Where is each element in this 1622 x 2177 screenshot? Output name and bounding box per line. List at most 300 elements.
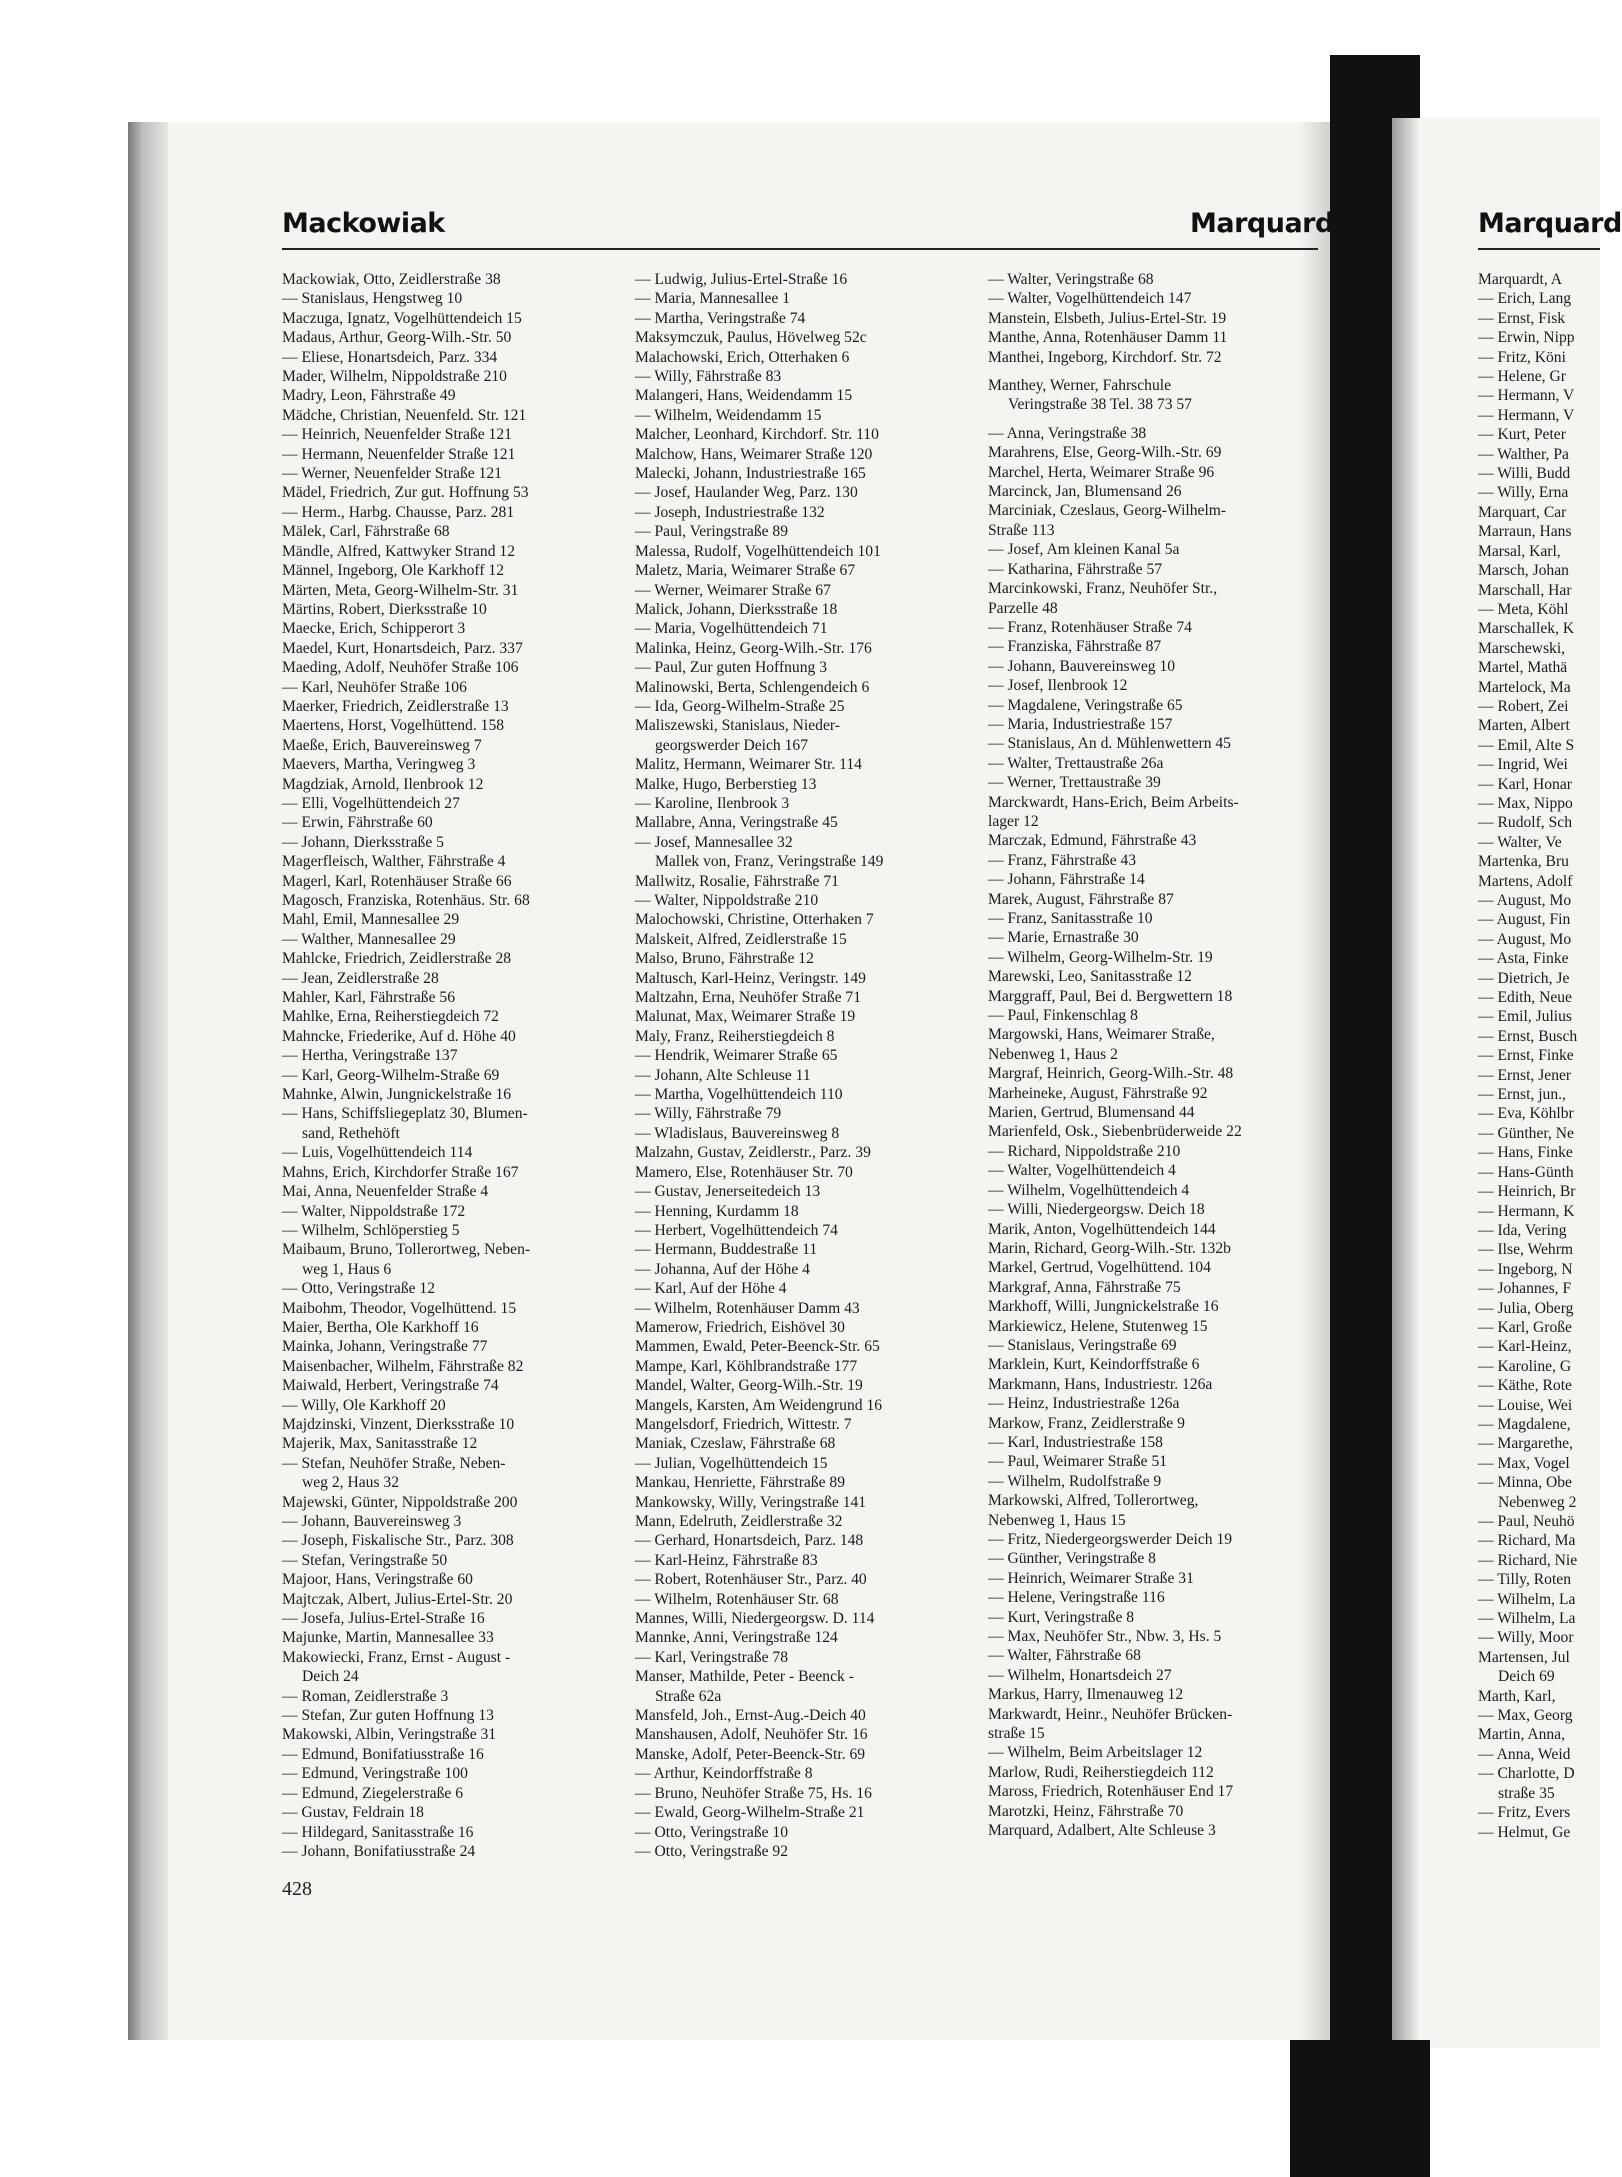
- directory-entry: Marin, Richard, Georg-Wilh.-Str. 132b: [988, 1239, 1231, 1257]
- directory-entry: — Helmut, Ge: [1478, 1823, 1571, 1841]
- directory-entry: — Gerhard, Honartsdeich, Parz. 148: [635, 1532, 864, 1550]
- directory-entry: — Maria, Industriestraße 157: [988, 715, 1173, 733]
- directory-entry: Mader, Wilhelm, Nippoldstraße 210: [282, 368, 507, 386]
- directory-entry: Malick, Johann, Dierksstraße 18: [635, 600, 838, 618]
- directory-entry: — Erwin, Fährstraße 60: [282, 814, 433, 832]
- directory-entry: — Johann, Fährstraße 14: [988, 871, 1145, 889]
- directory-entry: Maksymczuk, Paulus, Hövelweg 52c: [635, 329, 867, 347]
- directory-entry: — Wilhelm, Rudolfstraße 9: [988, 1472, 1162, 1490]
- directory-entry: Marten, Albert: [1478, 717, 1570, 735]
- directory-entry: — Willy, Erna: [1478, 484, 1569, 502]
- directory-entry: Maier, Bertha, Ole Karkhoff 16: [282, 1318, 479, 1336]
- directory-entry: Mannes, Willi, Niedergeorgsw. D. 114: [635, 1610, 875, 1628]
- directory-entry: — Johann, Bonifatiusstraße 24: [282, 1842, 476, 1860]
- directory-entry: Majoor, Hans, Veringstraße 60: [282, 1571, 473, 1589]
- directory-entry: Malchow, Hans, Weimarer Straße 120: [635, 445, 873, 463]
- directory-entry: Maczuga, Ignatz, Vogelhüttendeich 15: [282, 309, 522, 327]
- directory-entry: Malunat, Max, Weimarer Straße 19: [635, 1008, 856, 1026]
- directory-entry: Marek, August, Fährstraße 87: [988, 890, 1174, 908]
- directory-entry: — Hans, Finke: [1478, 1144, 1573, 1162]
- directory-entry: Maertens, Horst, Vogelhüttend. 158: [282, 717, 505, 735]
- directory-entry: Markowski, Alfred, Tollerortweg,: [988, 1492, 1199, 1510]
- directory-entry: — Stefan, Neuhöfer Straße, Neben-: [282, 1454, 506, 1472]
- directory-column-1: [282, 270, 612, 1861]
- directory-entry: — Johann, Dierksstraße 5: [282, 833, 444, 851]
- directory-entry: — Stanislaus, Hengstweg 10: [282, 290, 463, 308]
- directory-entry: — Johann, Bauvereinsweg 3: [282, 1513, 462, 1530]
- directory-entry: — Luis, Vogelhüttendeich 114: [282, 1144, 473, 1162]
- directory-entry: — Franz, Rotenhäuser Straße 74: [988, 618, 1192, 636]
- directory-entry: Malzahn, Gustav, Zeidlerstr., Parz. 39: [635, 1144, 871, 1162]
- directory-entry: — Max, Nippo: [1478, 794, 1573, 812]
- directory-entry: — Wilhelm, Rotenhäuser Str. 68: [635, 1590, 839, 1608]
- directory-entry: Manske, Adolf, Peter-Beenck-Str. 69: [635, 1745, 866, 1763]
- directory-entry: — Martha, Veringstraße 74: [635, 309, 806, 327]
- directory-entry: Mädel, Friedrich, Zur gut. Hoffnung 53: [282, 484, 529, 502]
- directory-entry: — Wilhelm, Beim Arbeitslager 12: [988, 1744, 1203, 1762]
- directory-entry: — Roman, Zeidlerstraße 3: [282, 1687, 449, 1705]
- directory-entry: — Johann, Alte Schleuse 11: [635, 1066, 811, 1084]
- directory-entry: Nebenweg 2: [1498, 1493, 1577, 1511]
- directory-entry: Markhoff, Willi, Jungnickelstraße 16: [988, 1298, 1219, 1316]
- directory-entry: Magosch, Franziska, Rotenhäus. Str. 68: [282, 892, 530, 909]
- directory-entry: Märtins, Robert, Dierksstraße 10: [282, 600, 487, 618]
- directory-entry: Malcher, Leonhard, Kirchdorf. Str. 110: [635, 426, 879, 444]
- directory-entry: straße 35: [1498, 1784, 1555, 1802]
- directory-entry: — Erich, Lang: [1478, 290, 1572, 308]
- directory-entry: Markgraf, Anna, Fährstraße 75: [988, 1278, 1181, 1296]
- directory-entry: — Minna, Obe: [1478, 1474, 1572, 1492]
- directory-entry: — Fritz, Köni: [1478, 348, 1566, 366]
- directory-entry: Marckwardt, Hans-Erich, Beim Arbeits-: [988, 793, 1239, 811]
- directory-entry: — Paul, Neuhö: [1478, 1513, 1575, 1530]
- directory-entry: — Julia, Oberg: [1478, 1299, 1574, 1317]
- directory-entry: — Wilhelm, Rotenhäuser Damm 43: [635, 1299, 860, 1317]
- directory-entry: sand, Rethehöft: [302, 1124, 400, 1142]
- directory-entry: Markiewicz, Helene, Stutenweg 15: [988, 1317, 1208, 1335]
- directory-entry: Marschall, Har: [1478, 581, 1572, 599]
- directory-entry: Mälek, Carl, Fährstraße 68: [282, 523, 450, 541]
- directory-entry: Marewski, Leo, Sanitasstraße 12: [988, 968, 1192, 986]
- directory-entry: Marquardt, A: [1478, 271, 1563, 288]
- directory-entry: Mamero, Else, Rotenhäuser Str. 70: [635, 1163, 853, 1181]
- directory-entry: — Richard, Ma: [1478, 1532, 1576, 1550]
- directory-entry: Malessa, Rudolf, Vogelhüttendeich 101: [635, 542, 881, 560]
- directory-entry: — Otto, Veringstraße 92: [635, 1842, 789, 1860]
- directory-entry: Martens, Adolf: [1478, 872, 1573, 890]
- directory-column-next-page: [1478, 270, 1600, 1842]
- directory-entry: — Stanislaus, Veringstraße 69: [988, 1336, 1177, 1354]
- directory-entry: Marchel, Herta, Weimarer Straße 96: [988, 463, 1215, 481]
- directory-entry: georgswerder Deich 167: [655, 736, 808, 754]
- directory-entry: Marsch, Johan: [1478, 562, 1569, 580]
- directory-entry: Majerik, Max, Sanitasstraße 12: [282, 1435, 478, 1453]
- directory-entry: Marth, Karl,: [1478, 1687, 1556, 1705]
- directory-entry: — Karl, Georg-Wilhelm-Straße 69: [282, 1066, 500, 1084]
- directory-entry: Maltusch, Karl-Heinz, Veringstr. 149: [635, 969, 866, 987]
- directory-entry: — Max, Georg: [1478, 1707, 1573, 1725]
- directory-entry: — Edmund, Veringstraße 100: [282, 1765, 468, 1783]
- right-page-fold: [1392, 118, 1420, 2048]
- directory-entry: — Walter, Ve: [1478, 833, 1562, 851]
- directory-entry: Manser, Mathilde, Peter - Beenck -: [635, 1668, 854, 1686]
- directory-entry: — Emil, Alte S: [1478, 736, 1575, 754]
- directory-entry: — Fritz, Evers: [1478, 1804, 1571, 1822]
- directory-entry: Magdziak, Arnold, Ilenbrook 12: [282, 775, 484, 793]
- running-header-right: Marquard: [1190, 208, 1334, 239]
- directory-entry: — Ilse, Wehrm: [1478, 1241, 1574, 1259]
- directory-entry: Marahrens, Else, Georg-Wilh.-Str. 69: [988, 444, 1222, 462]
- directory-entry: — Hendrik, Weimarer Straße 65: [635, 1047, 838, 1065]
- directory-entry: — Johann, Bauvereinsweg 10: [988, 657, 1176, 675]
- directory-entry: Maiwald, Herbert, Veringstraße 74: [282, 1377, 499, 1395]
- directory-entry: — Otto, Veringstraße 10: [635, 1823, 789, 1841]
- directory-entry: — Käthe, Rote: [1478, 1377, 1572, 1395]
- directory-entry: — Hertha, Veringstraße 137: [282, 1047, 458, 1065]
- directory-entry: Magerl, Karl, Rotenhäuser Straße 66: [282, 872, 512, 890]
- directory-entry: Straße 62a: [655, 1687, 722, 1705]
- directory-entry: — Günther, Veringstraße 8: [988, 1550, 1156, 1568]
- directory-entry: Mallwitz, Rosalie, Fährstraße 71: [635, 872, 839, 890]
- directory-entry: Malskeit, Alfred, Zeidlerstraße 15: [635, 930, 847, 948]
- directory-entry: — Max, Vogel: [1478, 1454, 1570, 1472]
- directory-entry: — Hermann, V: [1478, 387, 1575, 405]
- directory-entry: — Josef, Am kleinen Kanal 5a: [988, 541, 1180, 559]
- directory-entry: Maisenbacher, Wilhelm, Fährstraße 82: [282, 1357, 524, 1375]
- directory-entry: Maevers, Martha, Veringweg 3: [282, 756, 476, 774]
- directory-entry: Maletz, Maria, Weimarer Straße 67: [635, 562, 856, 580]
- directory-entry: Mackowiak, Otto, Zeidlerstraße 38: [282, 271, 501, 288]
- directory-entry: Marquart, Car: [1478, 503, 1567, 521]
- directory-entry: Deich 24: [302, 1668, 359, 1686]
- directory-entry: — Walter, Vogelhüttendeich 4: [988, 1162, 1176, 1180]
- directory-entry: — Karl, Auf der Höhe 4: [635, 1280, 787, 1298]
- directory-entry: — Meta, Köhl: [1478, 600, 1569, 618]
- directory-entry: Marienfeld, Osk., Siebenbrüderweide 22: [988, 1123, 1242, 1141]
- directory-entry: — Eva, Köhlbr: [1478, 1105, 1574, 1123]
- directory-entry: — Heinz, Industriestraße 126a: [988, 1395, 1180, 1413]
- directory-entry: Mainka, Johann, Veringstraße 77: [282, 1338, 488, 1356]
- directory-entry: — Josefa, Julius-Ertel-Straße 16: [282, 1610, 485, 1628]
- directory-entry: — Tilly, Roten: [1478, 1571, 1572, 1589]
- directory-entry: — Josef, Mannesallee 32: [635, 833, 793, 851]
- directory-entry: Marlow, Rudi, Reiherstiegdeich 112: [988, 1763, 1214, 1781]
- directory-entry: Straße 113: [988, 521, 1055, 539]
- directory-entry: Mahncke, Friederike, Auf d. Höhe 40: [282, 1027, 516, 1045]
- directory-entry: — Wilhelm, Honartsdeich 27: [988, 1666, 1172, 1684]
- directory-column-2: [635, 270, 965, 1861]
- directory-entry: Markow, Franz, Zeidlerstraße 9: [988, 1414, 1185, 1432]
- directory-entry: Manthei, Ingeborg, Kirchdorf. Str. 72: [988, 348, 1222, 366]
- directory-entry: — August, Fin: [1478, 911, 1571, 929]
- directory-entry: Marsal, Karl,: [1478, 542, 1561, 560]
- directory-entry: — Edmund, Bonifatiusstraße 16: [282, 1745, 484, 1763]
- directory-entry: — Ernst, jun.,: [1478, 1086, 1566, 1104]
- directory-entry: Marquard, Adalbert, Alte Schleuse 3: [988, 1822, 1216, 1840]
- directory-entry: Nebenweg 1, Haus 15: [988, 1511, 1126, 1529]
- directory-entry: — Ingeborg, N: [1478, 1260, 1573, 1278]
- directory-entry: lager 12: [988, 812, 1039, 830]
- directory-entry: Malachowski, Erich, Otterhaken 6: [635, 348, 850, 366]
- directory-entry: — Max, Neuhöfer Str., Nbw. 3, Hs. 5: [988, 1628, 1222, 1646]
- directory-entry: Maibohm, Theodor, Vogelhüttend. 15: [282, 1299, 517, 1317]
- directory-entry: — Karoline, Ilenbrook 3: [635, 794, 790, 812]
- directory-entry: Madry, Leon, Fährstraße 49: [282, 387, 456, 405]
- directory-entry: — Ewald, Georg-Wilhelm-Straße 21: [635, 1804, 865, 1822]
- directory-entry: — Willi, Budd: [1478, 465, 1571, 483]
- directory-entry: Mansfeld, Joh., Ernst-Aug.-Deich 40: [635, 1707, 866, 1725]
- directory-entry: — Walter, Vogelhüttendeich 147: [988, 290, 1192, 308]
- directory-entry: — Paul, Veringstraße 89: [635, 523, 789, 541]
- directory-entry: — Heinrich, Neuenfelder Straße 121: [282, 426, 512, 444]
- directory-entry: — Willy, Fährstraße 83: [635, 368, 782, 386]
- directory-entry: — Louise, Wei: [1478, 1396, 1573, 1414]
- directory-entry: Märten, Meta, Georg-Wilhelm-Str. 31: [282, 581, 519, 599]
- directory-entry: — Johanna, Auf der Höhe 4: [635, 1260, 810, 1278]
- directory-entry: Maltzahn, Erna, Neuhöfer Straße 71: [635, 989, 862, 1007]
- directory-entry: — Ernst, Fisk: [1478, 309, 1566, 327]
- directory-entry: Maedel, Kurt, Honartsdeich, Parz. 337: [282, 639, 523, 657]
- directory-entry: Marien, Gertrud, Blumensand 44: [988, 1104, 1195, 1122]
- directory-entry: — Wilhelm, La: [1478, 1610, 1576, 1628]
- directory-entry: — Wilhelm, Georg-Wilhelm-Str. 19: [988, 948, 1213, 966]
- directory-entry: — Willy, Moor: [1478, 1629, 1574, 1647]
- directory-entry: — Wilhelm, La: [1478, 1590, 1576, 1608]
- directory-entry: — Willy, Ole Karkhoff 20: [282, 1396, 446, 1414]
- directory-entry: — Bruno, Neuhöfer Straße 75, Hs. 16: [635, 1784, 872, 1802]
- directory-entry: Maly, Franz, Reiherstiegdeich 8: [635, 1027, 835, 1045]
- directory-entry: — Julian, Vogelhüttendeich 15: [635, 1454, 828, 1472]
- directory-entry: — Joseph, Fiskalische Str., Parz. 308: [282, 1532, 514, 1550]
- directory-entry: — Stefan, Veringstraße 50: [282, 1551, 448, 1569]
- directory-entry: — Karoline, G: [1478, 1357, 1572, 1375]
- directory-entry: Mangels, Karsten, Am Weidengrund 16: [635, 1396, 883, 1414]
- directory-entry: — Hans-Günth: [1478, 1163, 1574, 1181]
- directory-entry: Parzelle 48: [988, 599, 1058, 617]
- directory-entry: Malecki, Johann, Industriestraße 165: [635, 465, 866, 483]
- directory-entry: Männel, Ingeborg, Ole Karkhoff 12: [282, 562, 505, 580]
- directory-entry: — Wilhelm, Weidendamm 15: [635, 406, 822, 424]
- directory-entry: Maecke, Erich, Schipperort 3: [282, 620, 466, 638]
- directory-entry: Mädche, Christian, Neuenfeld. Str. 121: [282, 406, 527, 424]
- directory-entry: Marklein, Kurt, Keindorffstraße 6: [988, 1356, 1200, 1374]
- directory-entry: Mahlcke, Friedrich, Zeidlerstraße 28: [282, 950, 512, 968]
- directory-entry: — Robert, Rotenhäuser Str., Parz. 40: [635, 1571, 867, 1589]
- directory-entry: Markmann, Hans, Industriestr. 126a: [988, 1375, 1213, 1393]
- directory-entry: — Karl-Heinz,: [1478, 1338, 1572, 1356]
- directory-entry: Malinka, Heinz, Georg-Wilh.-Str. 176: [635, 639, 872, 657]
- directory-entry: — Hermann, Neuenfelder Straße 121: [282, 445, 516, 463]
- directory-entry: Marggraff, Paul, Bei d. Bergwettern 18: [988, 987, 1233, 1005]
- directory-entry: — Karl, Neuhöfer Straße 106: [282, 678, 467, 696]
- directory-entry: — Gustav, Feldrain 18: [282, 1804, 424, 1822]
- directory-entry: — Hermann, Buddestraße 11: [635, 1241, 818, 1259]
- directory-entry: — Anna, Veringstraße 38: [988, 424, 1147, 442]
- directory-entry: Maibaum, Bruno, Tollerortweg, Neben-: [282, 1241, 531, 1259]
- directory-entry: Madaus, Arthur, Georg-Wilh.-Str. 50: [282, 329, 512, 347]
- directory-entry: — Werner, Neuenfelder Straße 121: [282, 465, 502, 483]
- directory-entry: Marotzki, Heinz, Fährstraße 70: [988, 1802, 1184, 1820]
- directory-entry: — Paul, Finkenschlag 8: [988, 1007, 1138, 1025]
- directory-entry: Margowski, Hans, Weimarer Straße,: [988, 1026, 1215, 1044]
- directory-entry: Malitz, Hermann, Weimarer Str. 114: [635, 756, 862, 774]
- directory-entry: Maliszewski, Stanislaus, Nieder-: [635, 717, 840, 735]
- directory-entry: — Wilhelm, Schlöperstieg 5: [282, 1221, 460, 1239]
- directory-entry: Mampe, Karl, Köhlbrandstraße 177: [635, 1357, 858, 1375]
- directory-column-3: [988, 270, 1323, 1841]
- page-edge-shadow: [128, 122, 168, 2040]
- directory-entry: — Franziska, Fährstraße 87: [988, 638, 1162, 656]
- directory-entry: — Otto, Veringstraße 12: [282, 1280, 436, 1298]
- directory-entry: weg 2, Haus 32: [302, 1474, 400, 1492]
- directory-entry: — Heinrich, Weimarer Straße 31: [988, 1569, 1194, 1587]
- directory-entry: Malke, Hugo, Berberstieg 13: [635, 775, 817, 793]
- directory-entry: Markwardt, Heinr., Neuhöfer Brücken-: [988, 1705, 1233, 1723]
- directory-entry: Mannke, Anni, Veringstraße 124: [635, 1629, 838, 1647]
- directory-entry: — Karl-Heinz, Fährstraße 83: [635, 1551, 818, 1569]
- directory-entry: — Willi, Niedergeorgsw. Deich 18: [988, 1201, 1205, 1219]
- directory-entry: — Walter, Fährstraße 68: [988, 1647, 1141, 1665]
- directory-entry: Malinowski, Berta, Schlengendeich 6: [635, 678, 870, 696]
- directory-entry: — Hildegard, Sanitasstraße 16: [282, 1823, 474, 1841]
- directory-entry: Manshausen, Adolf, Neuhöfer Str. 16: [635, 1726, 868, 1744]
- directory-entry: — Josef, Haulander Weg, Parz. 130: [635, 484, 858, 502]
- directory-entry: — Martha, Vogelhüttendeich 110: [635, 1086, 843, 1104]
- directory-entry: Maeße, Erich, Bauvereinsweg 7: [282, 736, 482, 754]
- directory-entry: — Henning, Kurdamm 18: [635, 1202, 799, 1220]
- directory-entry: Maross, Friedrich, Rotenhäuser End 17: [988, 1783, 1234, 1801]
- directory-entry: Makowiecki, Franz, Ernst - August -: [282, 1648, 511, 1666]
- directory-entry: Mai, Anna, Neuenfelder Straße 4: [282, 1183, 489, 1201]
- directory-entry: — Helene, Veringstraße 116: [988, 1589, 1165, 1607]
- directory-entry: — Karl, Honar: [1478, 775, 1572, 793]
- directory-entry: — Paul, Zur guten Hoffnung 3: [635, 659, 828, 677]
- directory-entry: — Walter, Nippoldstraße 172: [282, 1202, 466, 1220]
- directory-entry: — Werner, Weimarer Straße 67: [635, 581, 831, 599]
- directory-entry: Marschewski,: [1478, 639, 1566, 657]
- directory-entry: — Hermann, K: [1478, 1202, 1575, 1220]
- directory-entry: — Maria, Mannesallee 1: [635, 290, 791, 308]
- directory-entry: — Franz, Sanitasstraße 10: [988, 910, 1153, 927]
- bottom-gutter: [1290, 2040, 1430, 2177]
- directory-entry: — Walter, Trettaustraße 26a: [988, 754, 1164, 772]
- directory-entry: Veringstraße 38 Tel. 38 73 57: [1008, 396, 1192, 414]
- directory-entry: — Stefan, Zur guten Hoffnung 13: [282, 1707, 494, 1725]
- directory-entry: Marraun, Hans: [1478, 523, 1572, 541]
- directory-entry: Marciniak, Czeslaus, Georg-Wilhelm-: [988, 502, 1227, 520]
- directory-entry: Malochowski, Christine, Otterhaken 7: [635, 911, 874, 929]
- directory-entry: — Kurt, Veringstraße 8: [988, 1608, 1135, 1626]
- directory-entry: Malso, Bruno, Fährstraße 12: [635, 950, 814, 968]
- directory-entry: — Wladislaus, Bauvereinsweg 8: [635, 1124, 840, 1142]
- next-page-header: Marquard: [1478, 208, 1622, 239]
- directory-entry: straße 15: [988, 1725, 1045, 1743]
- page-number: 428: [282, 1878, 312, 1900]
- directory-entry: — Stanislaus, An d. Mühlenwettern 45: [988, 735, 1231, 753]
- directory-entry: Malangeri, Hans, Weidendamm 15: [635, 387, 853, 405]
- directory-entry: — Ernst, Busch: [1478, 1027, 1578, 1045]
- directory-entry: — Josef, Ilenbrook 12: [988, 677, 1128, 695]
- directory-entry: — Walter, Nippoldstraße 210: [635, 892, 819, 909]
- directory-entry: Markus, Harry, Ilmenauweg 12: [988, 1686, 1184, 1704]
- directory-entry: — Arthur, Keindorffstraße 8: [635, 1765, 813, 1783]
- directory-entry: Mallabre, Anna, Veringstraße 45: [635, 814, 838, 832]
- running-header-left: Mackowiak: [282, 208, 445, 239]
- directory-entry: — Ludwig, Julius-Ertel-Straße 16: [635, 271, 848, 288]
- directory-entry: Manthe, Anna, Rotenhäuser Damm 11: [988, 329, 1228, 347]
- directory-entry: Mankau, Henriette, Fährstraße 89: [635, 1474, 846, 1492]
- directory-entry: — Magdalene, Veringstraße 65: [988, 696, 1183, 714]
- directory-entry: Martensen, Jul: [1478, 1648, 1570, 1666]
- directory-entry: Maerker, Friedrich, Zeidlerstraße 13: [282, 697, 509, 715]
- directory-entry: — Herbert, Vogelhüttendeich 74: [635, 1221, 838, 1239]
- directory-entry: Mändle, Alfred, Kattwyker Strand 12: [282, 542, 515, 560]
- directory-entry: — Emil, Julius: [1478, 1008, 1573, 1026]
- directory-entry: Margraf, Heinrich, Georg-Wilh.-Str. 48: [988, 1065, 1234, 1083]
- directory-entry: Marschallek, K: [1478, 620, 1575, 638]
- directory-entry: — Eliese, Honartsdeich, Parz. 334: [282, 348, 498, 366]
- directory-entry: — Margarethe,: [1478, 1435, 1573, 1453]
- directory-entry: Marcinck, Jan, Blumensand 26: [988, 483, 1182, 501]
- directory-entry: — Dietrich, Je: [1478, 969, 1570, 987]
- directory-entry: Maeding, Adolf, Neuhöfer Straße 106: [282, 659, 519, 677]
- directory-entry: — Richard, Nippoldstraße 210: [988, 1142, 1181, 1160]
- directory-entry: — Gustav, Jenerseitedeich 13: [635, 1183, 821, 1201]
- directory-entry: — Karl, Veringstraße 78: [635, 1648, 789, 1666]
- directory-entry: — Charlotte, D: [1478, 1765, 1575, 1783]
- directory-entry: Mann, Edelruth, Zeidlerstraße 32: [635, 1513, 843, 1530]
- directory-entry: — Ida, Vering: [1478, 1221, 1567, 1239]
- directory-entry: — Edith, Neue: [1478, 989, 1572, 1007]
- directory-entry: — Karl, Industriestraße 158: [988, 1433, 1163, 1451]
- directory-entry: — Ernst, Jener: [1478, 1066, 1572, 1084]
- directory-entry: — Ingrid, Wei: [1478, 756, 1568, 774]
- directory-entry: Makowski, Albin, Veringstraße 31: [282, 1726, 497, 1744]
- directory-entry: Marheineke, August, Fährstraße 92: [988, 1084, 1208, 1102]
- directory-entry: — Jean, Zeidlerstraße 28: [282, 969, 439, 987]
- header-rule: [282, 248, 1318, 250]
- directory-entry: — Herm., Harbg. Chausse, Parz. 281: [282, 503, 515, 521]
- directory-entry: — Erwin, Nipp: [1478, 329, 1575, 347]
- directory-entry: — Paul, Weimarer Straße 51: [988, 1453, 1168, 1471]
- directory-entry: — Johannes, F: [1478, 1280, 1572, 1298]
- directory-entry: Mahl, Emil, Mannesallee 29: [282, 911, 460, 929]
- directory-entry: Mangelsdorf, Friedrich, Wittestr. 7: [635, 1415, 852, 1433]
- directory-entry: — Franz, Fährstraße 43: [988, 851, 1137, 869]
- directory-entry: — Heinrich, Br: [1478, 1183, 1576, 1201]
- directory-entry: [988, 367, 1323, 376]
- directory-entry: — Walter, Veringstraße 68: [988, 271, 1154, 288]
- directory-entry: — Robert, Zei: [1478, 697, 1569, 715]
- directory-entry: Marcinkowski, Franz, Neuhöfer Str.,: [988, 580, 1218, 598]
- directory-entry: Mahns, Erich, Kirchdorfer Straße 167: [282, 1163, 519, 1181]
- directory-entry: weg 1, Haus 6: [302, 1260, 392, 1278]
- directory-entry: Mankowsky, Willy, Veringstraße 141: [635, 1493, 867, 1511]
- directory-entry: Manstein, Elsbeth, Julius-Ertel-Str. 19: [988, 309, 1227, 327]
- directory-entry: — Rudolf, Sch: [1478, 814, 1572, 832]
- directory-entry: Martin, Anna,: [1478, 1726, 1566, 1744]
- directory-entry: [988, 415, 1323, 424]
- directory-entry: — Wilhelm, Vogelhüttendeich 4: [988, 1181, 1190, 1199]
- directory-entry: Marik, Anton, Vogelhüttendeich 144: [988, 1220, 1216, 1238]
- directory-entry: — Hans, Schiffsliegeplatz 30, Blumen-: [282, 1105, 528, 1123]
- directory-entry: Majunke, Martin, Mannesallee 33: [282, 1629, 494, 1647]
- next-page-header-rule: [1478, 248, 1600, 250]
- directory-entry: — Anna, Weid: [1478, 1745, 1571, 1763]
- directory-entry: — Hermann, V: [1478, 406, 1575, 424]
- directory-entry: Majewski, Günter, Nippoldstraße 200: [282, 1493, 518, 1511]
- directory-entry: — Werner, Trettaustraße 39: [988, 774, 1161, 792]
